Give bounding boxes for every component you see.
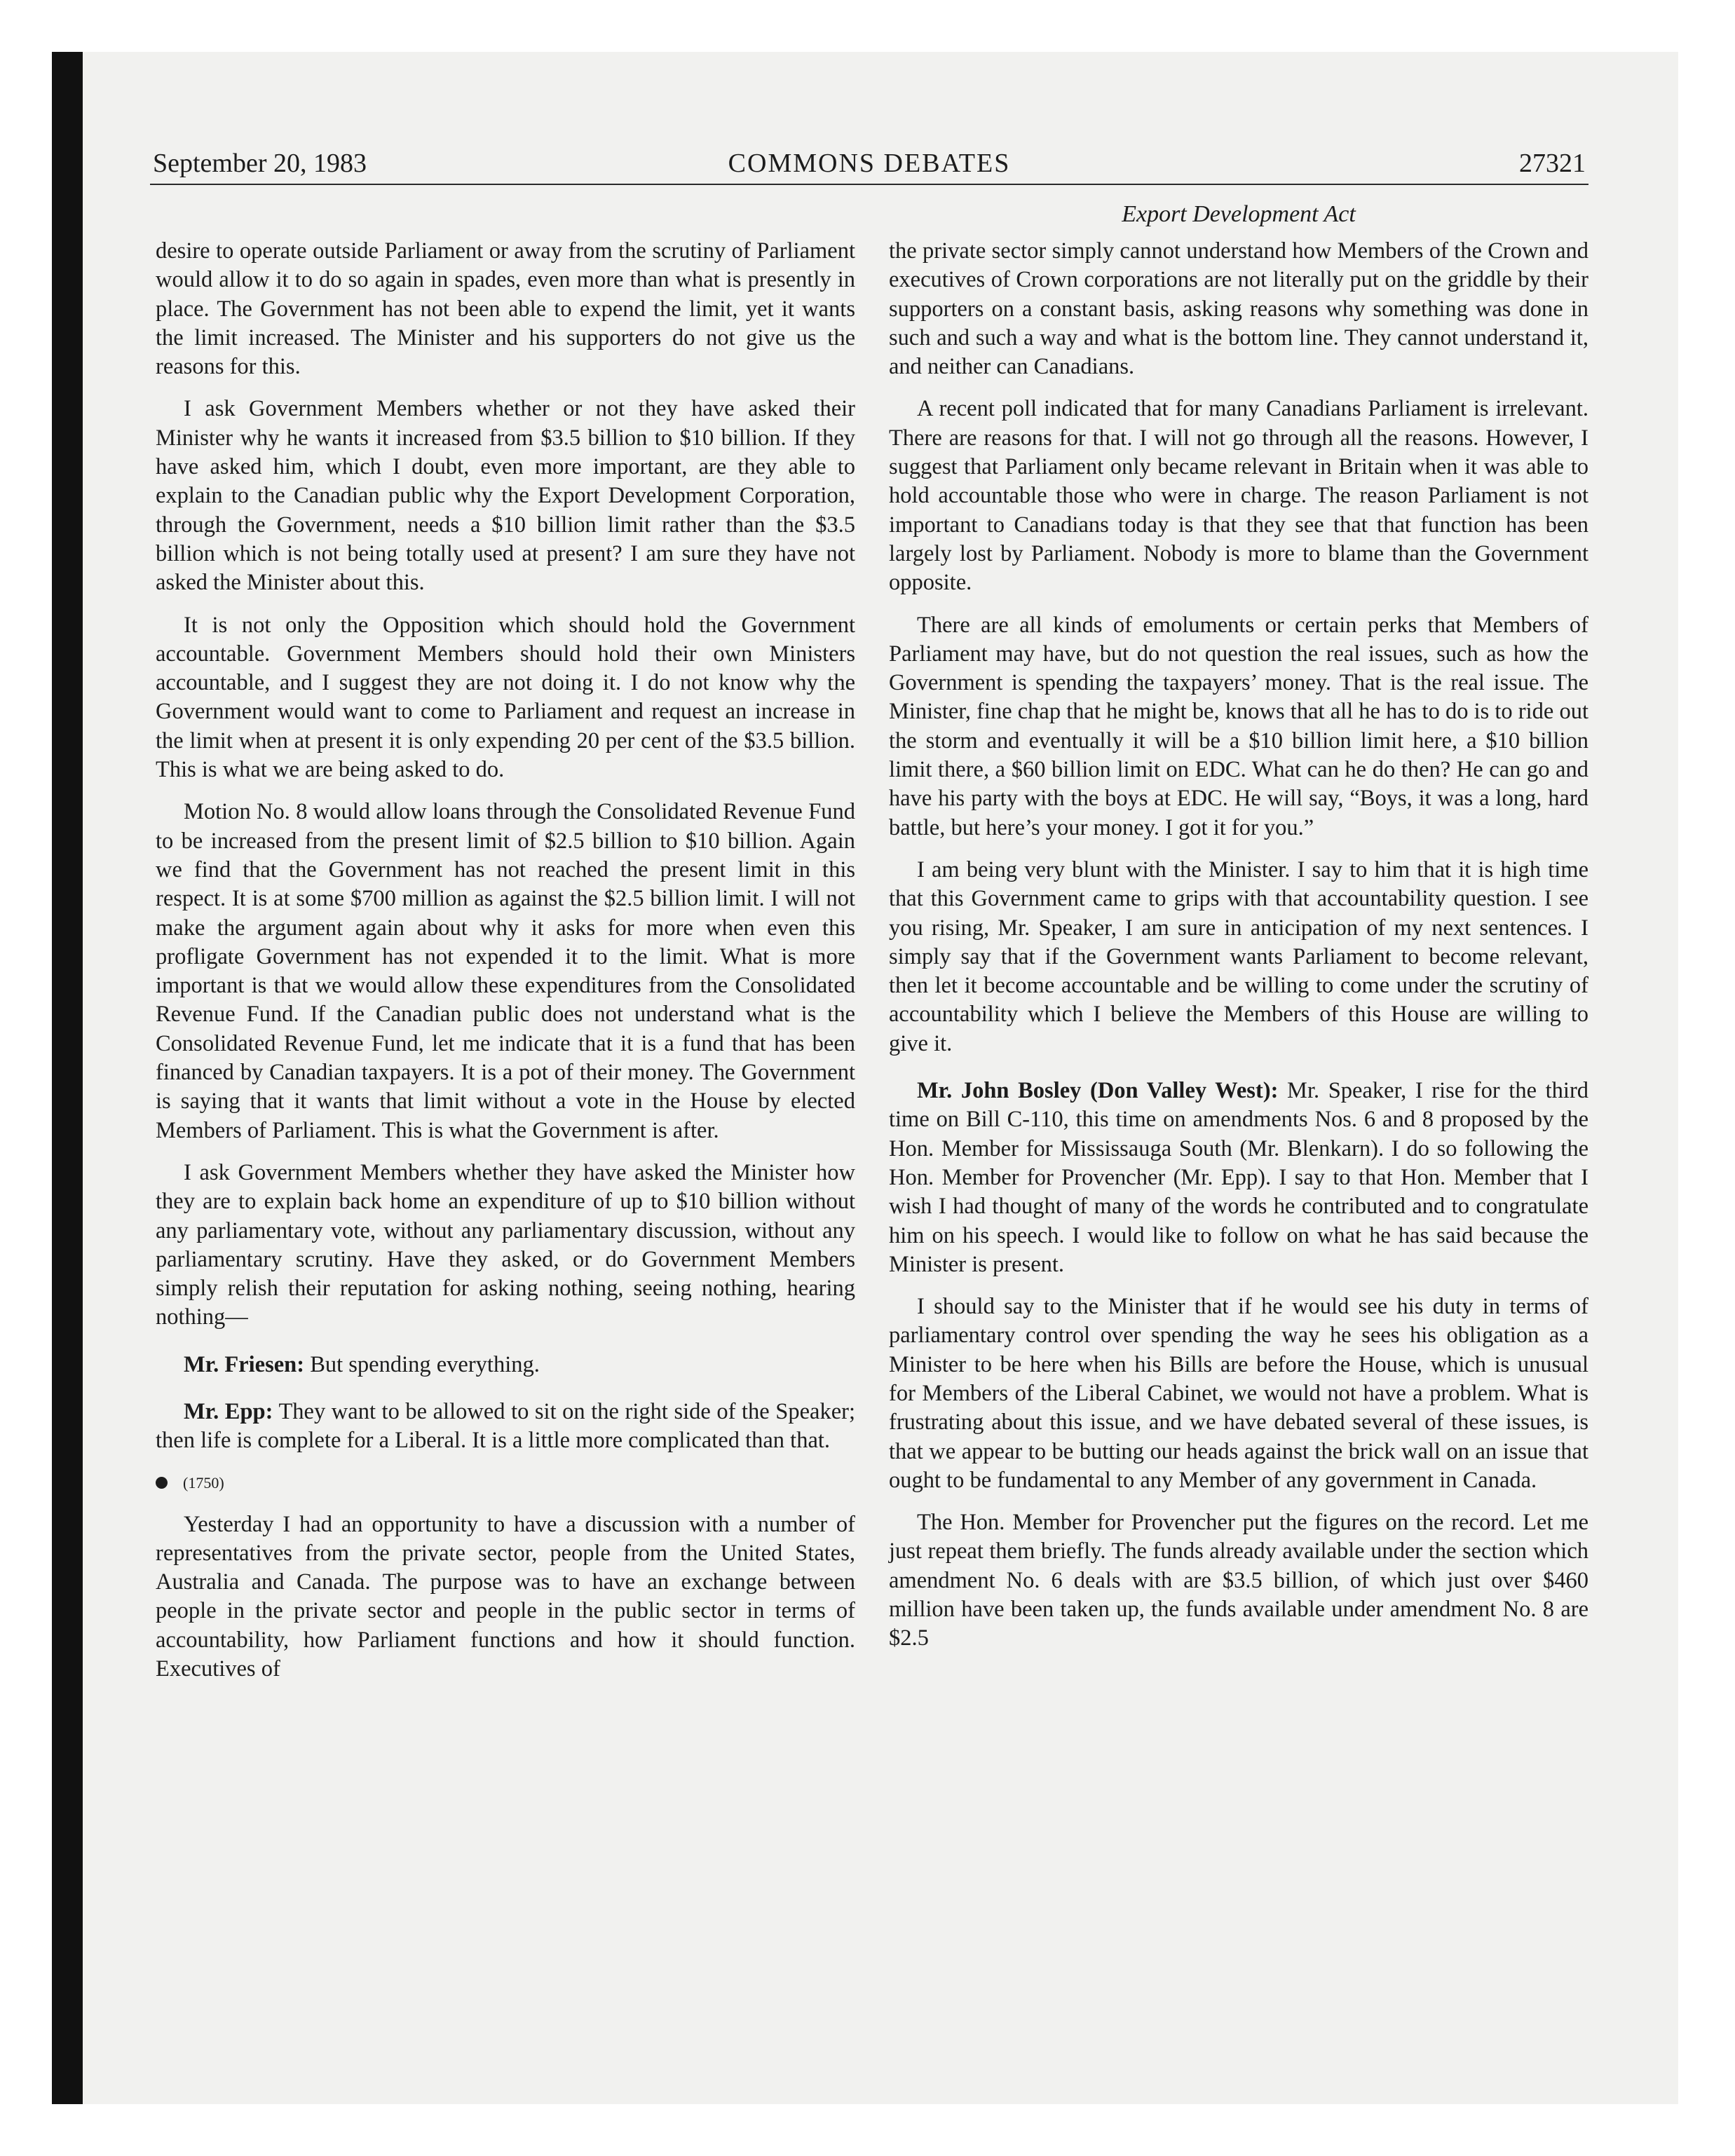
running-header <box>150 146 1588 185</box>
header-page-number: 27321 <box>1519 149 1586 178</box>
time-marker <box>156 1473 855 1494</box>
paragraph: I ask Government Members whether or not they have asked their Minister why he wants it increased from $3.5 billion to $10 billion. If they have asked him, which I doubt, even more important, are they able to explain to the Canadian public why the Export Development Corporation, through the Government, needs a $10 billion limit rather than the $3.5 billion which is not being totally used at present? I am sure they have not asked the Minister about this. <box>156 396 855 596</box>
speech-friesen <box>156 1351 855 1379</box>
bullet-icon <box>156 1477 168 1489</box>
left-column <box>156 237 855 1697</box>
paragraph: desire to operate outside Parliament or away from the scrutiny of Parliament would allow it to do so again in spades, even more than what is presently in place. The Government has not been able to expend the limit, yet it wants the limit increased. The Minister and his supporters do not give us the reasons for this. <box>156 238 855 380</box>
speech-text: They want to be allowed to sit on the right side of the Speaker; then life is complete for a Liberal. It is a little more complicated than that. <box>156 1398 855 1454</box>
section-title: Export Development Act <box>1122 201 1356 227</box>
speaker-name: Mr. Friesen: <box>184 1351 305 1377</box>
paragraph: Motion No. 8 would allow loans through the Consolidated Revenue Fund to be increased from the present limit of $2.5 billion to $10 billion. Again we find that the Government has not reached the present limit in this respect. It is at some $700 million as against the $2.5 billion limit. I will not make the argument again about why it asks for more when even this profligate Government has not expended it to the limit. What is more important is that we would allow these expenditures from the Consolidated Revenue Fund. If the Canadian public does not understand what is the Consolidated Revenue Fund, let me indicate that it is a fund that has been financed by Canadian taxpayers. It is a pot of their money. The Government is saying that it wants that limit without a vote in the House by elected Members of Parliament. This is what the Government is after. <box>156 799 855 1143</box>
header-publication: COMMONS DEBATES <box>728 149 1011 178</box>
paragraph: the private sector simply cannot understand how Members of the Crown and executives of Crown corporations are not literally put on the griddle by their supporters on a constant basis, asking reasons why something was done in such and such a way and what is the bottom line. They cannot understand it, and neither can Canadians. <box>889 238 1588 380</box>
speaker-name: Mr. Epp: <box>184 1398 273 1424</box>
paragraph: The Hon. Member for Provencher put the figures on the record. Let me just repeat them briefly. The funds already available under the section which amendment No. 6 deals with are $3.5 billion, of which just over $460 million have been taken up, the funds available under amendment No. 8 are $2.5 <box>889 1510 1588 1651</box>
scan-edge-shadow <box>52 52 83 2104</box>
speech-epp <box>156 1398 855 1456</box>
speech-bosley <box>889 1077 1588 1279</box>
paragraph: Yesterday I had an opportunity to have a discussion with a number of representatives from the private sector, people from the United States, Australia and Canada. The purpose was to have an exchange between people in the private sector and people in the public sector in terms of accountability, how Parliament functions and how it should function. Executives of <box>156 1511 855 1682</box>
speech-text: But spending everything. <box>310 1351 540 1377</box>
paragraph: I ask Government Members whether they have asked the Minister how they are to explain back home an expenditure of up to $10 billion without any parliamentary vote, without any parliamentary discussion, without any parliamentary scrutiny. Have they asked, or do Government Members simply relish their reputation for asking nothing, seeing nothing, hearing nothing— <box>156 1159 855 1330</box>
paragraph: I am being very blunt with the Minister. I say to him that it is high time that this Government came to grips with that accountability question. I see you rising, Mr. Speaker, I am sure in anticipation of my next sentences. I simply say that if the Government wants Parliament to become relevant, then let it become accountable and be willing to come under the scrutiny of accountability which I believe the Members of this House are willing to give it. <box>889 857 1588 1056</box>
paragraph: It is not only the Opposition which should hold the Government accountable. Government Members should hold their own Ministers accountable, and I suggest they are not doing it. I do not know why the Government would want to come to Parliament and request an increase in the limit when at present it is only expending 20 per cent of the $3.5 billion. This is what we are being asked to do. <box>156 612 855 783</box>
speech-text: Mr. Speaker, I rise for the third time on Bill C-110, this time on amendments Nos. 6 and 8 proposed by the Hon. Member for Mississauga South (Mr. Blenkarn). I do so following the Hon. Member for Provencher (Mr. Epp). I say to that Hon. Member that I wish I had thought of many of the words he contributed and to congratulate him on his speech. I would like to follow on what he has said because the Minister is present. <box>889 1078 1589 1277</box>
speaker-name: Mr. John Bosley (Don Valley West): <box>917 1078 1279 1104</box>
right-column <box>889 237 1588 1667</box>
paragraph: There are all kinds of emoluments or certain perks that Members of Parliament may have, but do not question the real issues, such as how the Government is spending the taxpayers’ money. That is the real issue. The Minister, fine chap that he might be, knows that all he has to do is to ride out the storm and eventually it will be a $10 billion limit here, a $10 billion limit there, a $60 billion limit on EDC. What can he do then? He can go and have his party with the boys at EDC. He will say, “Boys, it was a long, hard battle, but here’s your money. I got it for you.” <box>889 612 1588 840</box>
time-marker-text: (1750) <box>183 1473 224 1492</box>
paragraph: A recent poll indicated that for many Canadians Parliament is irrelevant. There are reasons for that. I will not go through all the reasons. However, I suggest that Parliament only became relevant in Britain when it was able to hold accountable those who were in charge. The reason Parliament is not important to Canadians today is that they see that that function has been largely lost by Parliament. Nobody is more to blame than the Government opposite. <box>889 396 1588 596</box>
paragraph: I should say to the Minister that if he would see his duty in terms of parliamentary control over spending the way he sees his obligation as a Minister to be here when his Bills are before the House, which is unusual for Members of the Liberal Cabinet, we would not have a problem. What is frustrating about this issue, and we have debated several of these issues, is that we appear to be butting our heads against the brick wall on an issue that ought to be fundamental to any Member of any government in Canada. <box>889 1294 1588 1493</box>
header-date: September 20, 1983 <box>153 149 367 178</box>
